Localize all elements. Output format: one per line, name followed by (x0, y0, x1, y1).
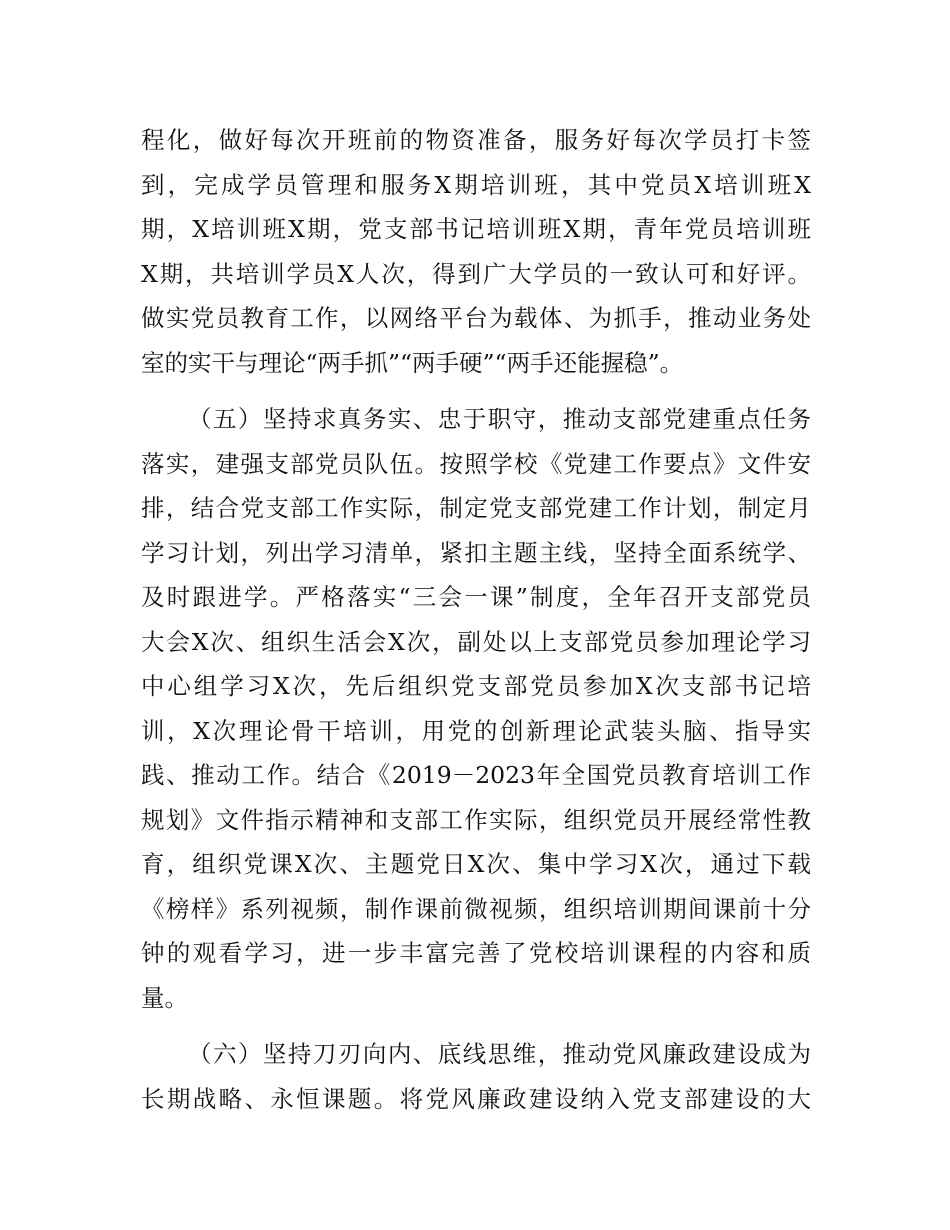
text-line: 做实党员教育工作，以网络平台为载体、为抓手，推动业务处 (141, 304, 811, 332)
text-line: 期，X培训班X期，党支部书记培训班X期，青年党员培训班 (141, 215, 811, 243)
text-line: 程化，做好每次开班前的物资准备，服务好每次学员打卡签 (141, 126, 811, 154)
text-line: 践、推动工作。结合《2019－2023年全国党员教育培训工作 (141, 761, 811, 789)
text-line: 训，X次理论骨干培训，用党的创新理论武装头脑、指导实 (141, 716, 811, 745)
section-heading-line: （六）坚持刀刃向内、底线思维，推动党风廉政建设成为 (188, 1040, 811, 1068)
paragraph-training-services (141, 118, 811, 385)
text-line: 落实，建强支部党员队伍。按照学校《党建工作要点》文件安 (141, 449, 811, 478)
text-line: 规划》文件指示精神和支部工作实际，组织党员开展经常性教 (141, 805, 811, 834)
paragraph-section-five (141, 397, 811, 1020)
section-heading-line: （五）坚持求真务实、忠于职守，推动支部党建重点任务 (188, 405, 811, 433)
text-line: 排，结合党支部工作实际，制定党支部党建工作计划，制定月 (141, 494, 811, 522)
document-body (141, 118, 811, 1121)
text-line: 大会X次、组织生活会X次，副处以上支部党员参加理论学习 (141, 627, 811, 656)
text-line: 量。 (141, 983, 188, 1012)
text-line: 育，组织党课X次、主题党日X次、集中学习X次，通过下载 (141, 850, 811, 878)
text-line: 《榜样》系列视频，制作课前微视频，组织培训期间课前十分 (141, 894, 811, 923)
text-line: 到，完成学员管理和服务X期培训班，其中党员X培训班X (141, 170, 811, 199)
text-line: 室的实干与理论“两手抓”“两手硬”“两手还能握稳”。 (141, 348, 684, 377)
text-line: 及时跟进学。严格落实“三会一课”制度，全年召开支部党员 (141, 583, 811, 611)
text-line: 学习计划，列出学习清单，紧扣主题主线，坚持全面系统学、 (141, 538, 811, 567)
text-line: 长期战略、永恒课题。将党风廉政建设纳入党支部建设的大 (141, 1084, 811, 1113)
text-line: 钟的观看学习，进一步丰富完善了党校培训课程的内容和质 (141, 939, 811, 967)
paragraph-section-six (141, 1032, 811, 1121)
text-line: X期，共培训学员X人次，得到广大学员的一致认可和好评。 (141, 259, 811, 288)
text-line: 中心组学习X次，先后组织党支部党员参加X次支部书记培 (141, 672, 811, 700)
